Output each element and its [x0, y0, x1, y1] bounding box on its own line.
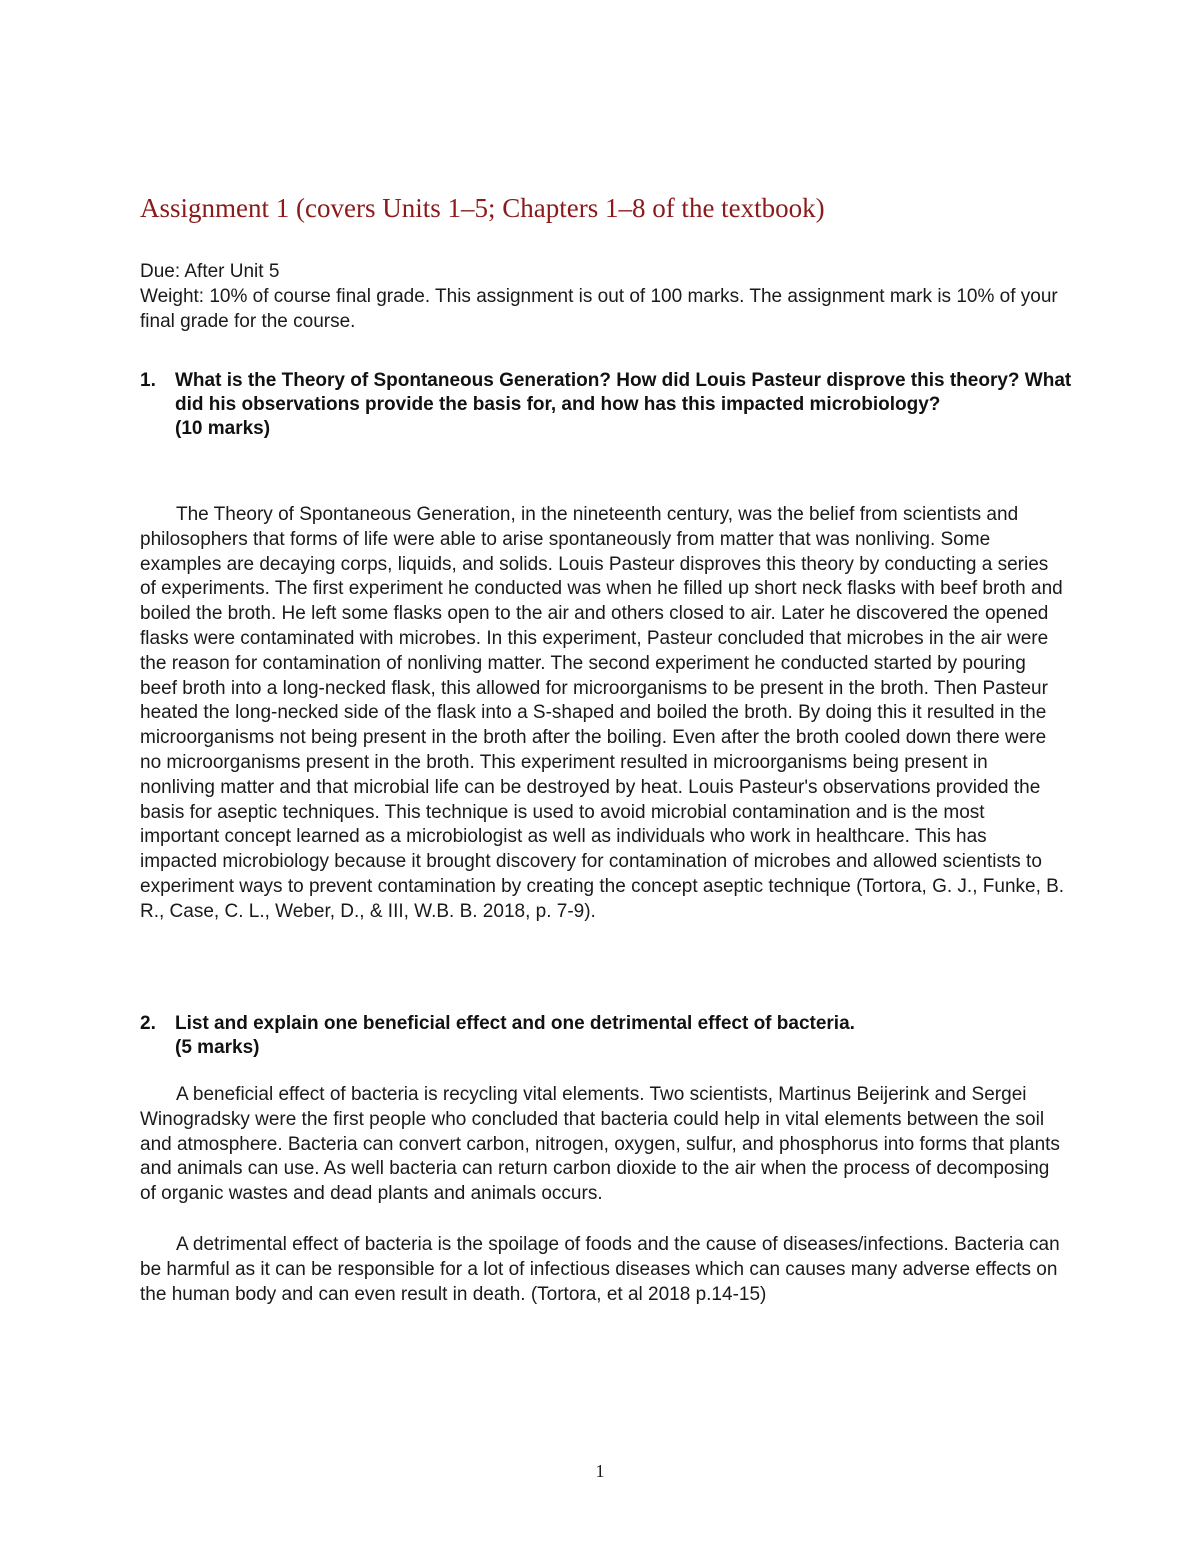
due-line: Due: After Unit 5 [140, 261, 280, 282]
answer-paragraph: A detrimental effect of bacteria is the spoilage of foods and the cause of diseases/infections. Bacteria can be harmful as it can be responsible for a lot of infectious diseases which can causes many adverse effects on the human body and can even result in death. (Tortora, et al 2018 p.14-15) [140, 1234, 1060, 1305]
assignment-meta [140, 259, 1060, 334]
question-1 [140, 369, 1075, 441]
question-number: 2. [140, 1013, 156, 1034]
page-number: 1 [595, 1461, 605, 1481]
answer-paragraph: A beneficial effect of bacteria is recycling vital elements. Two scientists, Martinus Beijerink and Sergei Winogradsky were the first people who concluded that bacteria could help in vital elements between the soil and atmosphere. Bacteria can convert carbon, nitrogen, oxygen, sulfur, and phosphorus into forms that plants and animals can use. As well bacteria can return carbon dioxide to the air when the process of decomposing of organic wastes and dead plants and animals occurs. [140, 1084, 1060, 1205]
question-marks: (5 marks) [175, 1037, 260, 1058]
question-prompt: What is the Theory of Spontaneous Generation? How did Louis Pasteur disprove this theory? What did his observations provide the basis for, and how has this impacted microbiology? [175, 370, 1072, 415]
question-marks: (10 marks) [175, 418, 271, 439]
question-prompt: List and explain one beneficial effect and one detrimental effect of bacteria. [175, 1013, 855, 1034]
question-2 [140, 1012, 1075, 1060]
answer-paragraph: The Theory of Spontaneous Generation, in the nineteenth century, was the belief from scientists and philosophers that forms of life were able to arise spontaneously from matter that was nonliving. Some examples are decaying corps, liquids, and solids. Louis Pasteur disproves this theory by conducting a series of experiments. The first experiment he conducted was when he filled up short neck flasks with beef broth and boiled the broth. He left some flasks open to the air and others closed to air. Later he discovered the opened flasks were contaminated with microbes. In this experiment, Pasteur concluded that microbes in the air were the reason for contamination of nonliving matter. The second experiment he conducted started by pouring beef broth into a long-necked flask, this allowed for microorganisms to be present in the broth. Then Pasteur heated the long-necked side of the flask into a S-shaped and boiled the broth. By doing this it resulted in the microorganisms not being present in the broth after the boiling. Even after the broth cooled down there were no microorganisms present in the broth. This experiment resulted in microorganisms being present in nonliving matter and that microbial life can be destroyed by heat. Louis Pasteur's observations provided the basis for aseptic techniques. This technique is used to avoid microbial contamination and is the most important concept learned as a microbiologist as well as individuals who work in healthcare. This has impacted microbiology because it brought discovery for contamination of microbes and allowed scientists to experiment ways to prevent contamination by creating the concept aseptic technique (Tortora, G. J., Funke, B. R., Case, C. L., Weber, D., & III, W.B. B. 2018, p. 7-9). [140, 504, 1065, 922]
weight-line: Weight: 10% of course final grade. This assignment is out of 100 marks. The assignment mark is 10% of your final grade for the course. [140, 286, 1058, 332]
question-number: 1. [140, 370, 156, 391]
assignment-title: Assignment 1 (covers Units 1–5; Chapters 1–8 of the textbook) [140, 193, 825, 223]
